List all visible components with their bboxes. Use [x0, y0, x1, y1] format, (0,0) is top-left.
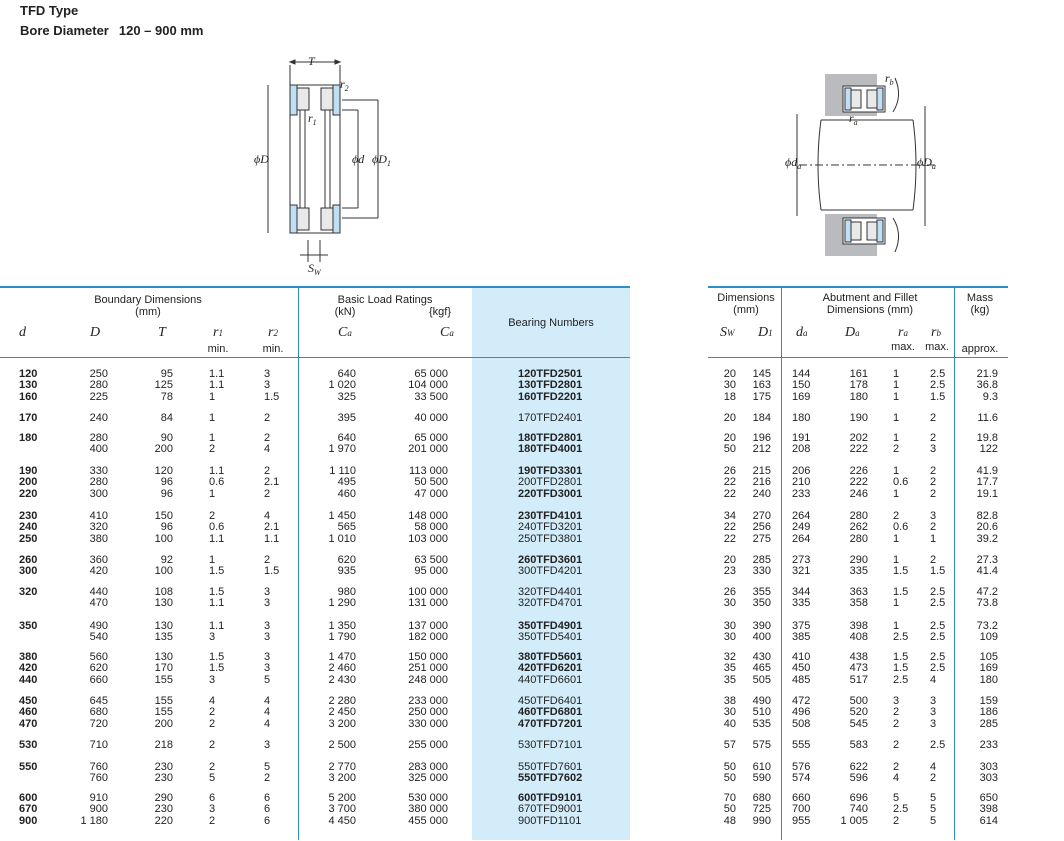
cell-D: 330 280 300	[89, 465, 108, 500]
cell-mass: 303 303	[979, 761, 998, 785]
cell-r1: 4 2 2	[209, 695, 216, 730]
cell-kgf: 148 000 58 000 103 000	[408, 510, 448, 545]
table-row-group	[0, 369, 1064, 417]
cell-D1: 270 256 275	[752, 510, 771, 545]
mass-approx: approx.	[961, 343, 999, 355]
cell-r1: 1 2	[209, 432, 216, 456]
col-T: T	[158, 325, 166, 340]
col-da: da	[796, 325, 808, 340]
cell-r2: 3	[264, 739, 271, 751]
cell-kgf: 100 000 131 000	[408, 586, 448, 610]
label-phi-da: $\phi d_a$	[785, 155, 802, 171]
bore-diameter-line	[20, 23, 203, 38]
cell-r1: 1.5 1.1	[209, 586, 225, 610]
cell-da: 410 450 485	[792, 651, 811, 686]
cell-ra: 2 4	[893, 761, 900, 785]
cell-da: 273 321	[792, 554, 811, 578]
cell-rb: 2	[930, 412, 937, 424]
cell-d: 380 420 440	[19, 651, 38, 686]
cell-T: 130 135	[154, 620, 173, 644]
cell-d: 260 300	[19, 554, 38, 578]
cell-Da: 161 178 180	[849, 368, 868, 403]
cell-da: 180	[792, 412, 811, 424]
cell-Sw: 26 30	[723, 586, 736, 610]
cell-r1: 1.1 1.1 1	[209, 368, 225, 403]
cell-r1: 2 5	[209, 761, 216, 785]
page-title: TFD Type	[20, 3, 79, 18]
cell-r1: 2	[209, 739, 216, 751]
cell-Sw: 34 22 22	[723, 510, 736, 545]
cell-kgf: 283 000 325 000	[408, 761, 448, 785]
cell-T: 84	[160, 412, 173, 424]
cell-Da: 398 408	[849, 620, 868, 644]
label-Sw: $S_W$	[308, 261, 321, 275]
label-phi-d: ϕd	[352, 152, 365, 166]
col-Da: Da	[845, 325, 860, 340]
cell-ra: 1	[893, 412, 900, 424]
cell-bn-reg: 670TFD9001 900TFD1101	[518, 803, 583, 827]
cell-Sw: 38 30 40	[723, 695, 736, 730]
cell-da: 191 208	[792, 432, 811, 456]
bore-label: Bore Diameter	[20, 23, 109, 38]
cell-mass: 105 169 180	[979, 651, 998, 686]
cell-kn: 1 470 2 460 2 430	[328, 651, 356, 686]
cell-mass: 233	[979, 739, 998, 751]
cell-D1: 145 163 175	[752, 368, 771, 403]
bearing-section-diagram	[250, 50, 410, 275]
cell-rb: 3 2 1	[930, 510, 937, 545]
cell-Sw: 20 50	[723, 432, 736, 456]
cell-d: 320	[19, 586, 38, 598]
cell-rb: 4 2	[930, 761, 937, 785]
table-row-group	[0, 511, 1064, 559]
boundary-dimensions-header: Boundary Dimensions (mm)	[94, 294, 202, 318]
cell-bn-reg: 200TFD2801	[518, 476, 583, 489]
label-phi-D: ϕD	[254, 152, 269, 166]
cell-kgf: 65 000 201 000	[408, 432, 448, 456]
bore-range: 120 – 900 mm	[118, 23, 204, 38]
cell-T: 130 170 155	[154, 651, 173, 686]
table-row-group	[0, 696, 1064, 744]
cell-ra: 1 2	[893, 432, 900, 456]
cell-Sw: 20 30 18	[723, 368, 736, 403]
cell-kgf: 233 000 250 000 330 000	[408, 695, 448, 730]
table-row-group	[0, 652, 1064, 700]
cell-d: 120 130 160	[19, 368, 38, 403]
cell-da: 264 249 264	[792, 510, 811, 545]
cell-r2: 4 4 4	[264, 695, 271, 730]
cell-kn: 2 500	[328, 739, 356, 751]
cell-rb: 2 1.5	[930, 554, 946, 578]
cell-da: 555	[792, 739, 811, 751]
cell-Da: 290 335	[849, 554, 868, 578]
col-rb: rb	[931, 325, 941, 340]
cell-Sw: 50 50	[723, 761, 736, 785]
cell-bn-bold: 350TFD4901	[518, 620, 583, 632]
cell-rb: 2 3	[930, 432, 937, 456]
cell-Sw: 70 50 48	[723, 792, 736, 827]
cell-da: 375 385	[792, 620, 811, 644]
cell-ra: 1 0.6 1	[893, 465, 909, 500]
cell-D: 760 760	[89, 761, 108, 785]
cell-mass: 11.6	[977, 412, 998, 424]
cell-r2: 5 2	[264, 761, 271, 785]
mass-header: Mass (kg)	[966, 292, 994, 316]
cell-bn-reg: 320TFD4401 320TFD4701	[518, 586, 583, 610]
cell-bn-bold: 120TFD2501 130TFD2801 160TFD2201	[518, 368, 583, 403]
cell-da: 472 496 508	[792, 695, 811, 730]
cell-rb: 2.5 2.5	[930, 620, 946, 644]
cell-Da: 438 473 517	[849, 651, 868, 686]
cell-ra: 1 1.5	[893, 554, 909, 578]
cell-mass: 19.8 122	[976, 432, 998, 456]
cell-kgf: 40 000	[414, 412, 448, 424]
cell-da: 144 150 169	[792, 368, 811, 403]
cell-d: 350	[19, 620, 38, 632]
mounting-diagram	[785, 68, 955, 260]
cell-bn-bold: 550TFD7602	[518, 772, 583, 785]
col-d: d	[19, 325, 26, 340]
cell-Sw: 30 30	[723, 620, 736, 644]
cell-kgf: 65 000 104 000 33 500	[408, 368, 448, 403]
col-Sw: SW	[720, 325, 735, 340]
cell-T: 95 125 78	[154, 368, 173, 403]
cell-mass: 27.3 41.4	[976, 554, 998, 578]
header-bottom-rule	[0, 357, 630, 358]
cell-D: 440 470	[89, 586, 108, 610]
cell-T: 290 230 220	[154, 792, 173, 827]
cell-kgf: 113 000 50 500 47 000	[409, 465, 448, 500]
cell-rb: 2.5 2.5	[930, 586, 946, 610]
cell-bn-reg: 550TFD7601	[518, 761, 583, 773]
cell-D: 910 900 1 180	[80, 792, 108, 827]
cell-kn: 1 350 1 790	[328, 620, 356, 644]
load-kn-unit: (kN)	[334, 306, 356, 318]
cell-D: 710	[89, 739, 108, 751]
cell-rb: 5 5 5	[930, 792, 937, 827]
label-T: T	[308, 54, 315, 68]
cell-Da: 622 596	[849, 761, 868, 785]
cell-Da: 363 358	[849, 586, 868, 610]
cell-r1: 1.5 1.5 3	[209, 651, 225, 686]
cell-bn-reg: 240TFD3201 250TFD3801	[518, 521, 583, 545]
label-phi-Da: $\phi D_a$	[917, 155, 936, 171]
col-r1: r1	[213, 325, 223, 340]
cell-kgf: 63 500 95 000	[414, 554, 448, 578]
cell-D1: 184	[752, 412, 771, 424]
cell-r2: 3 3	[264, 620, 271, 644]
cell-Da: 190	[849, 412, 868, 424]
cell-mass: 41.9 17.7 19.1	[976, 465, 998, 500]
cell-kn: 5 200 3 700 4 450	[328, 792, 356, 827]
col-Ca-kn: Ca	[338, 325, 352, 340]
cell-r2: 3 3 5	[264, 651, 271, 686]
cell-kn: 640 1 970	[328, 432, 356, 456]
cell-D1: 196 212	[752, 432, 771, 456]
label-phi-D1: $\phi D_1$	[372, 152, 391, 168]
cell-T: 150 96 100	[154, 510, 173, 545]
cell-bn-reg: 300TFD4201	[518, 565, 583, 578]
cell-D1: 490 510 535	[752, 695, 771, 730]
cell-bn-bold: 380TFD5601 420TFD6201	[518, 651, 583, 675]
cell-r1: 2 0.6 1.1	[209, 510, 225, 545]
basic-load-ratings-header: Basic Load Ratings	[337, 294, 433, 306]
cell-D: 645 680 720	[89, 695, 108, 730]
cell-r2: 2 4	[264, 432, 271, 456]
cell-r2: 2 1.5	[264, 554, 280, 578]
cell-D: 280 400	[89, 432, 108, 456]
cell-bn-bold: 260TFD3601	[518, 554, 583, 566]
cell-ra: 3 2 2	[893, 695, 900, 730]
r2-min: min.	[262, 343, 284, 355]
cell-rb: 2.5	[930, 739, 946, 751]
cell-ra: 1 1 1	[893, 368, 900, 403]
cell-d: 550	[19, 761, 38, 773]
cell-D: 410 320 380	[89, 510, 108, 545]
cell-D1: 430 465 505	[752, 651, 771, 686]
bearing-numbers-header: Bearing Numbers	[508, 317, 594, 329]
cell-ra: 5 2.5 2	[893, 792, 909, 827]
cell-d: 230 240 250	[19, 510, 38, 545]
rb-max: max.	[925, 341, 949, 353]
cell-D: 250 280 225	[89, 368, 108, 403]
cell-rb: 2.5 2.5 1.5	[930, 368, 946, 403]
cell-ra: 1.5 1.5 2.5	[893, 651, 909, 686]
cell-Sw: 20 23	[723, 554, 736, 578]
cell-ra: 1 2.5	[893, 620, 909, 644]
cell-d: 600 670 900	[19, 792, 38, 827]
header-bottom-rule-right	[708, 357, 1008, 358]
cell-r2: 4 2.1 1.1	[264, 510, 280, 545]
table-row-group	[0, 466, 1064, 514]
r1-min: min.	[207, 343, 229, 355]
cell-kgf: 255 000	[408, 739, 448, 751]
cell-Da: 696 740 1 005	[840, 792, 868, 827]
cell-r2: 6 6 6	[264, 792, 271, 827]
cell-mass: 73.2 109	[976, 620, 998, 644]
cell-mass: 159 186 285	[979, 695, 998, 730]
col-D1: D1	[758, 325, 773, 340]
cell-Da: 280 262 280	[849, 510, 868, 545]
cell-D1: 285 330	[752, 554, 771, 578]
cell-mass: 650 398 614	[979, 792, 998, 827]
load-kgf-unit: {kgf}	[428, 306, 452, 318]
col-r2: r2	[268, 325, 278, 340]
cell-r1: 1 1.5	[209, 554, 225, 578]
cell-da: 344 335	[792, 586, 811, 610]
cell-ra: 2	[893, 739, 900, 751]
cell-kn: 620 935	[337, 554, 356, 578]
cell-kgf: 530 000 380 000 455 000	[408, 792, 448, 827]
cell-bn-bold: 230TFD4101	[518, 510, 583, 522]
cell-T: 230 230	[154, 761, 173, 785]
cell-rb: 3 3 3	[930, 695, 937, 730]
cell-d: 170	[19, 412, 38, 424]
col-Ca-kgf: Ca	[440, 325, 454, 340]
cell-kn: 1 110 495 460	[329, 465, 356, 500]
cell-ra: 1.5 1	[893, 586, 909, 610]
ra-max: max.	[891, 341, 915, 353]
cell-bn-bold: 180TFD2801 180TFD4001	[518, 432, 583, 456]
label-rb: $r_b$	[885, 71, 894, 87]
cell-D1: 575	[752, 739, 771, 751]
cell-mass: 21.9 36.8 9.3	[976, 368, 998, 403]
cell-kgf: 137 000 182 000	[408, 620, 448, 644]
cell-kn: 980 1 290	[328, 586, 356, 610]
cell-T: 155 155 200	[154, 695, 173, 730]
cell-r2: 3 3	[264, 586, 271, 610]
cell-D1: 215 216 240	[752, 465, 771, 500]
cell-kn: 1 450 565 1 010	[328, 510, 356, 545]
cell-rb: 2 2 2	[930, 465, 937, 500]
cell-bn-bold: 190TFD3301 220TFD3001	[518, 465, 583, 500]
cell-da: 660 700 955	[792, 792, 811, 827]
cell-r1: 6 3 2	[209, 792, 216, 827]
cell-bn-reg: 450TFD6401	[518, 695, 583, 707]
cell-bn-reg: 530TFD7101	[518, 739, 583, 751]
col-ra: ra	[898, 325, 908, 340]
cell-bn-reg: 170TFD2401	[518, 412, 583, 424]
table-row-group	[0, 793, 1064, 841]
cell-D1: 680 725 990	[752, 792, 771, 827]
cell-r1: 1.1 3	[209, 620, 225, 644]
cell-ra: 2 0.6 1	[893, 510, 909, 545]
cell-Da: 226 222 246	[849, 465, 868, 500]
cell-D: 490 540	[89, 620, 108, 644]
cell-r2: 2 2.1 2	[264, 465, 280, 500]
cell-mass: 47.2 73.8	[976, 586, 998, 610]
cell-kn: 640 1 020 325	[328, 368, 356, 403]
cell-da: 576 574	[792, 761, 811, 785]
cell-rb: 2.5 2.5 4	[930, 651, 946, 686]
cell-da: 206 210 233	[792, 465, 811, 500]
cell-bn-reg: 440TFD6601	[518, 673, 583, 686]
abutment-fillet-header: Abutment and Fillet Dimensions (mm)	[822, 292, 918, 316]
cell-Sw: 26 22 22	[723, 465, 736, 500]
cell-r2: 3 3 1.5	[264, 368, 280, 403]
cell-Da: 500 520 545	[849, 695, 868, 730]
table-top-rule-right	[708, 286, 1008, 288]
dimensions-header: Dimensions (mm)	[717, 292, 775, 316]
cell-kn: 2 770 3 200	[328, 761, 356, 785]
cell-r1: 1	[209, 412, 216, 424]
label-ra: $r_a$	[849, 111, 858, 127]
cell-D: 240	[89, 412, 108, 424]
cell-D1: 390 400	[752, 620, 771, 644]
label-r2: $r_2$	[340, 77, 349, 93]
table-top-rule	[0, 286, 630, 288]
cell-d: 450 460 470	[19, 695, 38, 730]
cell-bn-bold: 600TFD9101	[518, 792, 583, 804]
cell-T: 218	[154, 739, 173, 751]
cell-Da: 202 222	[849, 432, 868, 456]
cell-kn: 2 280 2 450 3 200	[328, 695, 356, 730]
cell-Sw: 57	[723, 739, 736, 751]
cell-bn-bold: 460TFD6801 470TFD7201	[518, 706, 583, 730]
cell-T: 90 200	[154, 432, 173, 456]
cell-D1: 610 590	[752, 761, 771, 785]
cell-bn-reg: 350TFD5401	[518, 631, 583, 644]
cell-D1: 355 350	[752, 586, 771, 610]
cell-d: 530	[19, 739, 38, 751]
cell-Da: 583	[849, 739, 868, 751]
cell-T: 120 96 96	[154, 465, 173, 500]
cell-r1: 1.1 0.6 1	[209, 465, 225, 500]
cell-D: 560 620 660	[89, 651, 108, 686]
cell-r2: 2	[264, 412, 271, 424]
cell-T: 92 100	[154, 554, 173, 578]
cell-Sw: 20	[723, 412, 736, 424]
col-D: D	[90, 325, 101, 340]
cell-T: 108 130	[154, 586, 173, 610]
label-r1: $r_1$	[308, 111, 317, 127]
cell-kn: 395	[337, 412, 356, 424]
cell-D: 360 420	[89, 554, 108, 578]
cell-d: 190 200 220	[19, 465, 38, 500]
cell-d: 180	[19, 432, 38, 444]
cell-kgf: 150 000 251 000 248 000	[408, 651, 448, 686]
cell-Sw: 32 35 35	[723, 651, 736, 686]
cell-mass: 82.8 20.6 39.2	[976, 510, 998, 545]
